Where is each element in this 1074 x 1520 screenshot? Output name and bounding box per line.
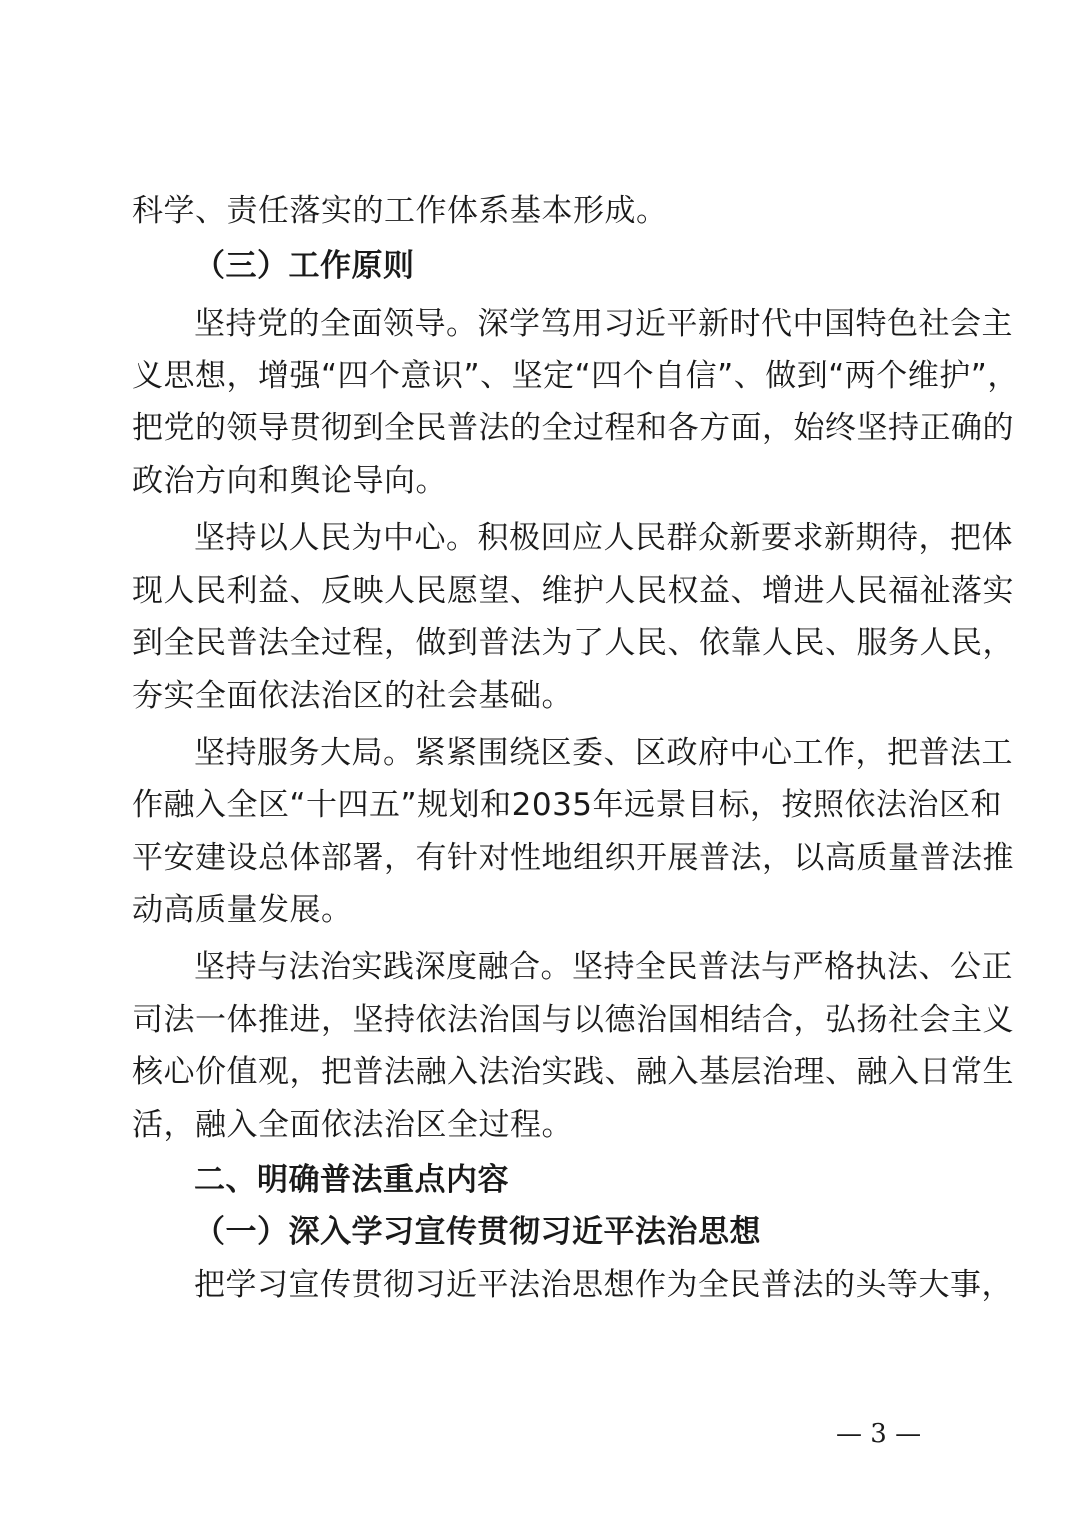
paragraph-line: 作融入全区“十四五”规划和2035年远景目标，按照依法治区和 <box>132 787 1003 823</box>
subsection-heading: （一）深入学习宣传贯彻习近平法治思想 <box>194 1214 761 1250</box>
paragraph-line: 政治方向和舆论导向。 <box>132 463 447 499</box>
paragraph-line: 义思想，增强“四个意识”、坚定“四个自信”、做到“两个维护”， <box>132 358 1019 394</box>
paragraph-line: 夯实全面依法治区的社会基础。 <box>132 678 573 714</box>
section-heading-work-principles: （三）工作原则 <box>194 248 415 284</box>
text-line-continuation: 科学、责任落实的工作体系基本形成。 <box>132 193 668 229</box>
paragraph-line: 把学习宣传贯彻习近平法治思想作为全民普法的头等大事， <box>194 1267 1013 1303</box>
paragraph-line: 动高质量发展。 <box>132 892 353 928</box>
paragraph-line: 核心价值观，把普法融入法治实践、融入基层治理、融入日常生 <box>132 1054 1014 1090</box>
paragraph-line: 坚持党的全面领导。深学笃用习近平新时代中国特色社会主 <box>194 306 1013 342</box>
paragraph-line: 把党的领导贯彻到全民普法的全过程和各方面，始终坚持正确的 <box>132 410 1014 446</box>
paragraph-line: 司法一体推进，坚持依法治国与以德治国相结合，弘扬社会主义 <box>132 1002 1014 1038</box>
page-number: — 3 — <box>836 1419 922 1449</box>
paragraph-line: 坚持以人民为中心。积极回应人民群众新要求新期待，把体 <box>194 520 1013 556</box>
paragraph-line: 平安建设总体部署，有针对性地组织开展普法，以高质量普法推 <box>132 840 1014 876</box>
chapter-heading: 二、明确普法重点内容 <box>194 1162 509 1198</box>
paragraph-line: 到全民普法全过程，做到普法为了人民、依靠人民、服务人民， <box>132 625 1014 661</box>
paragraph-line: 坚持服务大局。紧紧围绕区委、区政府中心工作，把普法工 <box>194 735 1013 771</box>
paragraph-line: 坚持与法治实践深度融合。坚持全民普法与严格执法、公正 <box>194 949 1013 985</box>
paragraph-line: 现人民利益、反映人民愿望、维护人民权益、增进人民福祉落实 <box>132 573 1014 609</box>
paragraph-line: 活，融入全面依法治区全过程。 <box>132 1107 573 1143</box>
